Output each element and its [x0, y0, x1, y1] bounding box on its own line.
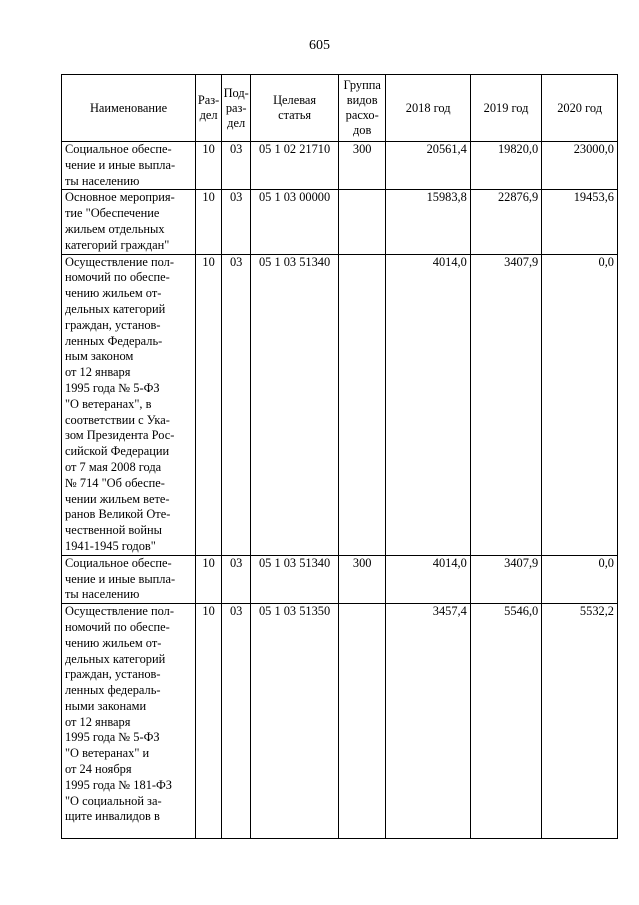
cell-name-line: от 7 мая 2008 года	[65, 459, 162, 474]
cell-name	[62, 190, 196, 254]
cell-name-line: 1995 года № 5-ФЗ	[65, 730, 160, 745]
header-podrazdel: Под- раз- дел	[222, 75, 251, 142]
table-row	[62, 142, 618, 190]
cell-name-line: тие "Обеспечение	[65, 206, 160, 221]
cell-name-line: чению жильем от-	[65, 286, 162, 301]
header-2019: 2019 год	[470, 75, 541, 142]
cell-name-line: дельных категорий	[65, 301, 166, 316]
cell-razdel: 10	[196, 142, 222, 190]
table-row	[62, 190, 618, 254]
cell-name	[62, 142, 196, 190]
cell-name-line: от 24 ноября	[65, 762, 132, 777]
cell-2018: 20561,4	[386, 142, 470, 190]
cell-name-line: чение и иные выпла-	[65, 571, 176, 586]
cell-name-line: 1995 года № 5-ФЗ	[65, 380, 160, 395]
cell-name-line: чении жильем вете-	[65, 491, 170, 506]
cell-podrazdel: 03	[222, 190, 251, 254]
cell-2019: 22876,9	[470, 190, 541, 254]
cell-name-line: номочий по обеспе-	[65, 270, 170, 285]
cell-celevaya-statya: 05 1 03 51340	[251, 254, 339, 555]
cell-razdel: 10	[196, 555, 222, 603]
cell-name-line: чению жильем от-	[65, 635, 162, 650]
cell-name-line: ными законами	[65, 698, 147, 713]
cell-name-line: от 12 января	[65, 365, 131, 380]
cell-2019: 19820,0	[470, 142, 541, 190]
cell-2018: 3457,4	[386, 604, 470, 838]
cell-name-line: щите инвалидов в	[65, 809, 160, 824]
table-row	[62, 555, 618, 603]
cell-name-line: соответствии с Ука-	[65, 412, 170, 427]
cell-celevaya-statya: 05 1 03 51350	[251, 604, 339, 838]
cell-podrazdel: 03	[222, 555, 251, 603]
cell-celevaya-statya: 05 1 03 00000	[251, 190, 339, 254]
cell-gruppa	[338, 254, 386, 555]
cell-name-line: ты населению	[65, 587, 140, 602]
page-number: 605	[309, 38, 330, 53]
cell-name-line: Социальное обеспе-	[65, 555, 172, 570]
cell-name-line: чение и иные выпла-	[65, 157, 176, 172]
cell-gruppa	[338, 190, 386, 254]
cell-name-line: жильем отдельных	[65, 221, 165, 236]
cell-name-line: ным законом	[65, 349, 134, 364]
cell-name	[62, 555, 196, 603]
cell-name-line: Осуществление пол-	[65, 254, 174, 269]
cell-2020: 0,0	[542, 254, 618, 555]
cell-2019: 3407,9	[470, 555, 541, 603]
cell-2019: 5546,0	[470, 604, 541, 838]
cell-name	[62, 254, 196, 555]
cell-razdel: 10	[196, 604, 222, 838]
cell-gruppa: 300	[338, 142, 386, 190]
cell-name-line: 1941-1945 годов"	[65, 538, 156, 553]
cell-2020: 0,0	[542, 555, 618, 603]
cell-razdel: 10	[196, 190, 222, 254]
cell-name-line: 1995 года № 181-ФЗ	[65, 777, 173, 792]
cell-podrazdel: 03	[222, 142, 251, 190]
cell-name-line: сийской Федерации	[65, 444, 170, 459]
cell-2020: 23000,0	[542, 142, 618, 190]
cell-2020: 5532,2	[542, 604, 618, 838]
table-row	[62, 604, 618, 838]
cell-name-line: от 12 января	[65, 714, 131, 729]
cell-name-line: "О ветеранах" и	[65, 746, 150, 761]
cell-name-line: ленных федераль-	[65, 683, 161, 698]
cell-2018: 4014,0	[386, 254, 470, 555]
header-name: Наименование	[62, 75, 196, 142]
cell-podrazdel: 03	[222, 604, 251, 838]
cell-name-line: "О социальной за-	[65, 793, 162, 808]
header-razdel: Раз- дел	[196, 75, 222, 142]
cell-name-line: номочий по обеспе-	[65, 619, 170, 634]
cell-2018: 4014,0	[386, 555, 470, 603]
cell-name-line: ранов Великой Оте-	[65, 507, 171, 522]
cell-name-line: "О ветеранах", в	[65, 396, 152, 411]
cell-gruppa: 300	[338, 555, 386, 603]
cell-name-line: Социальное обеспе-	[65, 142, 172, 156]
table-header-row	[62, 75, 618, 142]
cell-name-line: чественной войны	[65, 523, 162, 538]
header-celevaya-statya: Целевая статья	[251, 75, 339, 142]
cell-name-line: Основное мероприя-	[65, 190, 175, 205]
cell-name-line: ты населению	[65, 173, 140, 188]
budget-table	[61, 74, 618, 839]
cell-gruppa	[338, 604, 386, 838]
table-row	[62, 254, 618, 555]
cell-name-line: Осуществление пол-	[65, 604, 174, 619]
cell-name-line: граждан, установ-	[65, 667, 161, 682]
cell-celevaya-statya: 05 1 03 51340	[251, 555, 339, 603]
cell-name-line: зом Президента Рос-	[65, 428, 175, 443]
cell-name-line: граждан, установ-	[65, 317, 161, 332]
cell-razdel: 10	[196, 254, 222, 555]
cell-name-line: ленных Федераль-	[65, 333, 163, 348]
cell-name-line: категорий граждан"	[65, 237, 170, 252]
cell-name-line: дельных категорий	[65, 651, 166, 666]
cell-podrazdel: 03	[222, 254, 251, 555]
cell-2020: 19453,6	[542, 190, 618, 254]
header-gruppa-vidov-rashodov: Группа видов расхо- дов	[338, 75, 386, 142]
cell-2018: 15983,8	[386, 190, 470, 254]
cell-name-line: № 714 "Об обеспе-	[65, 475, 165, 490]
cell-celevaya-statya: 05 1 02 21710	[251, 142, 339, 190]
header-2020: 2020 год	[542, 75, 618, 142]
header-2018: 2018 год	[386, 75, 470, 142]
cell-2019: 3407,9	[470, 254, 541, 555]
cell-name	[62, 604, 196, 838]
